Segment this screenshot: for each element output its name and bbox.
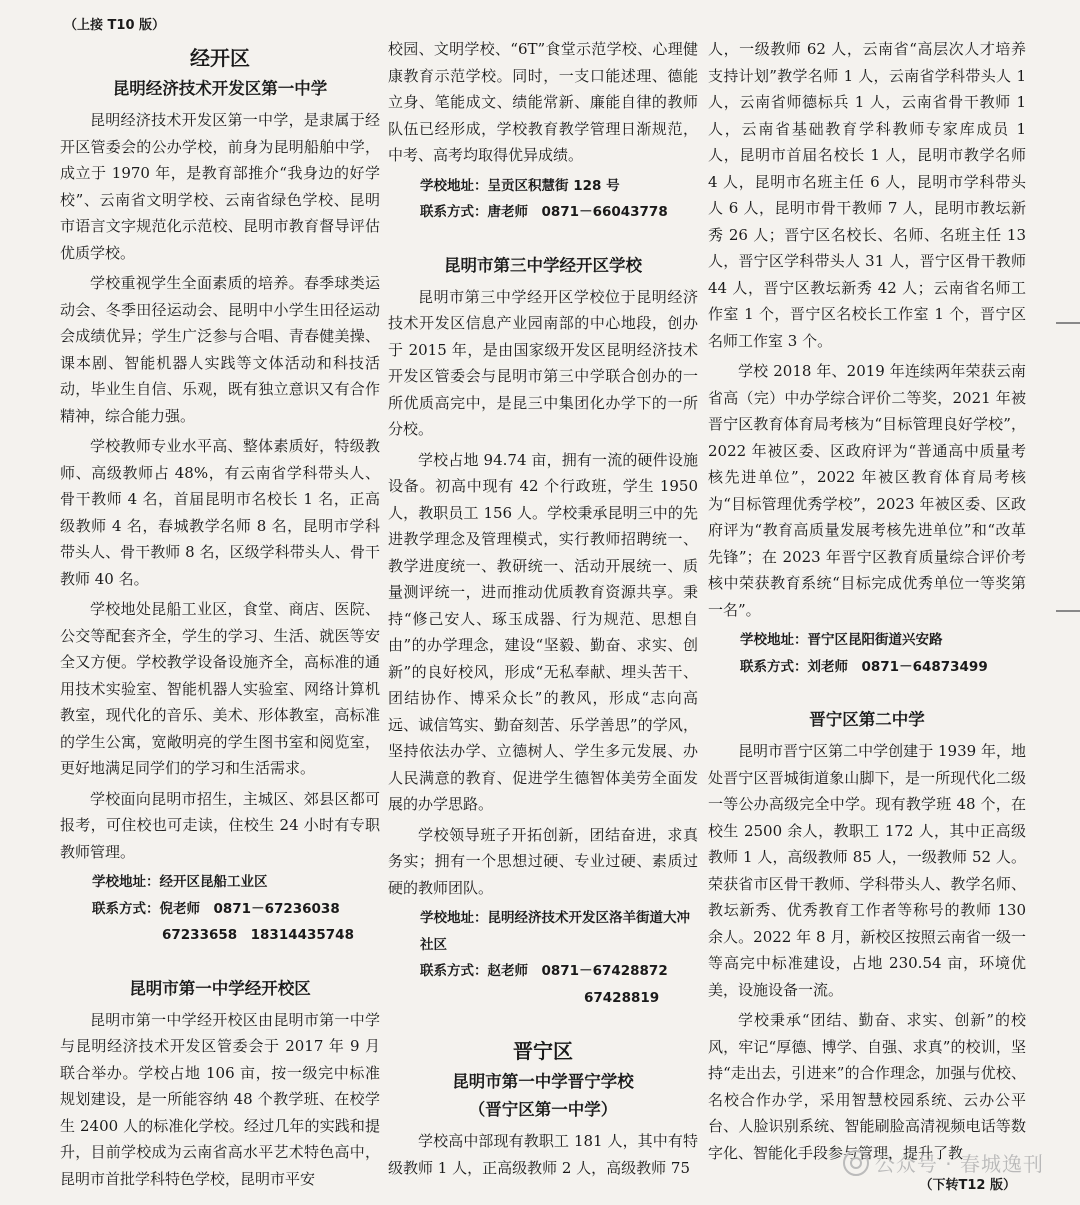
- article-paragraph: 学校高中部现有教职工 181 人，其中有特级教师 1 人，正高级教师 2 人，高级教师 75: [388, 1132, 698, 1177]
- article-paragraph: 昆明市第三中学经开区学校位于昆明经济技术开发区信息产业园南部的中心地段，创办于 2015 年，是由国家级开发区昆明经济技术开发区管委会与昆明市第三中学联合创办的一所优质高完中，是昆三中集团化办学下的一所分校。: [388, 287, 698, 438]
- school-title: 昆明市第一中学经开校区: [129, 978, 311, 998]
- school-contact: 联系方式：倪老师 0871－67236038: [92, 900, 340, 917]
- school-address: 学校地址：呈贡区积慧街 128 号: [420, 177, 620, 194]
- school-contact: 联系方式：刘老师 0871－64873499: [740, 658, 988, 675]
- school-contact: 联系方式：唐老师 0871－66043778: [420, 204, 668, 220]
- school-address: 学校地址：昆明经济技术开发区洛羊街道大冲社区: [420, 910, 690, 953]
- article-paragraph: 学校面向昆明市招生，主城区、郊县区都可报考，可住校也可走读，住校生 24 小时有专职教师管理。: [60, 789, 380, 861]
- school-contact-extra: 67428819: [584, 989, 660, 1006]
- wechat-account-icon: [843, 1150, 869, 1176]
- article-paragraph: 学校占地 94.74 亩，拥有一流的硬件设施设备。初高中现有 42 个行政班，学生 1950 人，教职员工 156 人。学校秉承昆明三中的先进教学理念及管理模式，实行教师招聘统一、教学进度统一、教研统一、活动开展统一、质量测评统一，进而推动优质教育资源共享。秉持“修己安人、琢玉成器、行为规范、思想自由”的办学理念，建设“坚毅、勤奋、求实、创新”的良好校风，形成“无私奉献、埋头苦干、团结协作、博采众长”的教风，形成“志向高远、诚信笃实、勤奋刻苦、乐学善思”的学风，坚持依法办学、立德树人、学生多元发展、办人民满意的教育、促进学生德智体美劳全面发展的办学思路。: [388, 450, 698, 813]
- column-2: [388, 36, 698, 1185]
- column-1: [60, 40, 380, 1196]
- school-contact: 联系方式：赵老师 0871－67428872: [420, 963, 668, 979]
- school-address: 学校地址：经开区昆船工业区: [92, 874, 268, 890]
- school-title: 昆明市第三中学经开区学校: [444, 255, 642, 275]
- article-paragraph: 学校领导班子开拓创新，团结奋进，求真务实；拥有一个思想过硬、专业过硬、素质过硬的教师团队。: [388, 825, 698, 897]
- watermark-text: 公众号 · 春城逸刊: [874, 1152, 1044, 1176]
- article-paragraph: 昆明市晋宁区第二中学创建于 1939 年，地处晋宁区晋城街道象山脚下，是一所现代化二级一等公办高级完全中学。现有教学班 48 个，在校生 2500 余人，教职工 172 人，其中正高级教师 1 人，高级教师 85 人，一级教师 52 人。荣获省市区骨干教师、学科带头人、教学名师、教坛新秀、优秀教育工作者等称号的教师 130 余人。2022 年 8 月，新校区按照云南省一级一等高完中标准建设，占地 230.54 亩，环境优美，设施设备一流。: [708, 742, 1026, 999]
- school-subtitle: （晋宁区第一中学）: [468, 1100, 618, 1119]
- school-contact-extra: 67233658 18314435748: [162, 927, 354, 943]
- scan-edge-mark: [1056, 322, 1080, 324]
- watermark: [843, 1148, 1044, 1177]
- article-paragraph: 学校秉承“团结、勤奋、求实、创新”的校风，牢记“厚德、博学、自强、求真”的校训，坚持“走出去，引进来”的合作理念，加强与优校、名校合作办学，采用智慧校园系统、云办公平台、人脸识别系统、智能刷脸高清视频电话等数字化、智能化手段参与管理，提升了教: [708, 1011, 1026, 1162]
- article-paragraph: 学校重视学生全面素质的培养。春季球类运动会、冬季田径运动会、昆明中小学生田径运动会成绩优异；学生广泛参与合唱、青春健美操、课本剧、智能机器人实践等文体活动和科技活动，毕业生自信、乐观，既有独立意识又有合作精神，综合能力强。: [60, 274, 380, 425]
- article-paragraph: 昆明经济技术开发区第一中学，是隶属于经开区管委会的公办学校，前身为昆明船舶中学，成立于 1970 年，是教育部推介“我身边的好学校”、云南省文明学校、云南省绿色学校、昆明市语言文字规范化示范校、昆明市教育督导评估优质学校。: [60, 111, 380, 262]
- scan-edge-mark: [1056, 610, 1080, 612]
- article-paragraph: 学校教师专业水平高、整体素质好，特级教师、高级教师占 48%，有云南省学科带头人、骨干教师 4 名，首届昆明市名校长 1 名，正高级教师 4 名，春城教学名师 8 名，昆明市学科带头人、骨干教师 8 名，区级学科带头人、骨干教师 40 名。: [60, 437, 380, 588]
- article-paragraph: 学校 2018 年、2019 年连续两年荣获云南省高（完）中办学综合评价二等奖，2021 年被晋宁区教育体育局考核为“目标管理良好学校”，2022 年被区委、区政府评为“普通高中质量考核先进单位”，2022 年被区教育体育局考核为“目标管理优秀学校”，2023 年被区委、区政府评为“教育高质量发展考核先进单位”和“改革先锋”；在 2023 年晋宁区教育质量综合评价考核中荣获教育系统“目标完成优秀单位一等奖第一名”。: [708, 362, 1026, 619]
- column-3: [708, 36, 1026, 1170]
- school-title: 晋宁区第二中学: [809, 710, 925, 729]
- school-address: 学校地址：晋宁区昆阳街道兴安路: [740, 632, 943, 648]
- region-heading-jinning: 晋宁区: [513, 1039, 573, 1063]
- article-paragraph: 昆明市第一中学经开校区由昆明市第一中学与昆明经济技术开发区管委会于 2017 年 9 月联合举办。学校占地 106 亩，按一级完中标准规划建设，是一所能容纳 48 个教学班、在校学生 2400 人的标准化学校。经过几年的实践和提升，目前学校成为云南省高水平艺术特色高中，昆明市首批学科特色学校，昆明市平安: [60, 1010, 380, 1188]
- article-paragraph: 学校地处昆船工业区，食堂、商店、医院、公交等配套齐全，学生的学习、生活、就医等安全又方便。学校教学设备设施齐全，高标准的通用技术实验室、智能机器人实验室、网络计算机教室，现代化的音乐、美术、形体教室，高标准的学生公寓，宽敞明亮的学生图书室和阅览室，更好地满足同学们的学习和生活需求。: [60, 600, 380, 777]
- region-heading-jingkai: 经开区: [190, 46, 250, 70]
- article-paragraph: 人，一级教师 62 人，云南省“高层次人才培养支持计划”教学名师 1 人，云南省学科带头人 1 人，云南省师德标兵 1 人，云南省骨干教师 1 人，云南省基础教育学科教师专家库成员 1 人，昆明市首届名校长 1 人，昆明市教学名师 4 人，昆明市名班主任 6 人，昆明市学科带头人 6 人，昆明市骨干教师 7 人，昆明市教坛新秀 26 人；晋宁区名校长、名师、名班主任 13 人，晋宁区学科带头人 31 人，晋宁区骨干教师 44 人，晋宁区教坛新秀 42 人；云南省名师工作室 1 个，晋宁区名校长工作室 1 个，晋宁区名师工作室 3 个。: [708, 40, 1026, 350]
- continued-to-note: （下转T12 版）: [919, 1178, 1016, 1193]
- school-title: 昆明经济技术开发区第一中学: [112, 79, 328, 98]
- article-paragraph: 校园、文明学校、“6T”食堂示范学校、心理健康教育示范学校。同时，一支口能述理、德能立身、笔能成文、绩能常新、廉能自律的教师队伍已经形成，学校教育教学管理日渐规范，中考、高考均取得优异成绩。: [388, 40, 698, 164]
- school-title: 昆明市第一中学晋宁学校: [452, 1072, 634, 1091]
- continued-from-note: （上接 T10 版）: [64, 18, 166, 33]
